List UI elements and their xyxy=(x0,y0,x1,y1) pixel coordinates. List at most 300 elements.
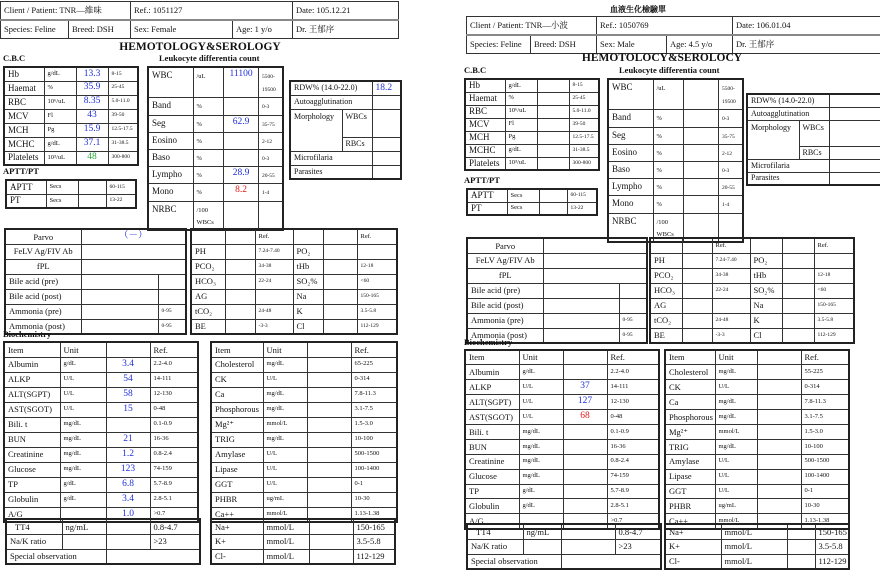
species: Species: Feline xyxy=(1,20,69,39)
bio-value xyxy=(307,417,351,432)
morphology-table xyxy=(289,80,402,180)
cbc-item: MCHC xyxy=(4,137,44,151)
gas-item: Na xyxy=(293,289,323,304)
cbc-unit: g/dL xyxy=(505,144,537,157)
gas-item: HCO₃ xyxy=(650,283,682,298)
aptt-row xyxy=(6,180,136,194)
gas-value xyxy=(682,328,712,343)
gas-item: AG xyxy=(650,298,682,313)
cbc-item: RBC xyxy=(4,95,44,109)
cbc-unit: % xyxy=(505,92,537,105)
gas-value xyxy=(323,304,357,319)
bio-item: Creatinine xyxy=(465,454,519,469)
bio-unit: mg/dL xyxy=(263,357,307,372)
extra-value xyxy=(787,539,815,554)
serology-item: Bile acid (post) xyxy=(467,298,543,313)
bio-header xyxy=(665,350,849,365)
gas-item: Cl xyxy=(293,319,323,334)
extra-value xyxy=(106,519,150,534)
extra-unit: mmol/L xyxy=(263,534,309,549)
bio-unit: U/L xyxy=(715,484,757,499)
extra-item: Na+ xyxy=(211,519,263,534)
bio-value xyxy=(757,469,801,484)
bio-unit: mmol/L xyxy=(715,424,757,439)
bio-value: 123 xyxy=(106,462,150,477)
bio-unit: mg/dL xyxy=(263,432,307,447)
serology-row xyxy=(467,313,647,328)
extra-value xyxy=(561,524,615,539)
rbcs-value xyxy=(372,137,401,151)
empty xyxy=(750,238,782,253)
empty xyxy=(225,229,255,244)
bio-value xyxy=(307,462,351,477)
extra-ref: >23 xyxy=(150,534,200,549)
leuko-unit xyxy=(653,110,684,127)
bio-value xyxy=(307,492,351,507)
cbc-item: Hb xyxy=(4,67,44,81)
bio-item: PHBR xyxy=(665,499,715,514)
bio-unit: U/L xyxy=(263,372,307,387)
bio-ref: 1.5-3.0 xyxy=(801,424,849,439)
bio-item: Albumin xyxy=(465,365,519,380)
bio-item: Lipase xyxy=(665,469,715,484)
bio-ref: 2.2-4.0 xyxy=(150,357,198,372)
cbc-row xyxy=(4,109,138,123)
leuko-row xyxy=(148,149,283,166)
cbc-ref: 5.0-11.0 xyxy=(569,105,599,118)
cbc-unit: 10⁶/uL xyxy=(505,105,537,118)
extra-value xyxy=(787,524,815,539)
extra-row xyxy=(6,534,200,549)
cbc-value xyxy=(537,118,569,131)
serology-item: fPL xyxy=(5,259,81,274)
gas-value xyxy=(782,328,814,343)
rbcs-label: RBCs xyxy=(799,146,829,159)
leuko-row xyxy=(608,110,743,127)
serology-value xyxy=(81,274,158,289)
leuko-item: NRBC xyxy=(148,201,193,230)
empty xyxy=(293,229,323,244)
serology-item: Bile acid (pre) xyxy=(467,283,543,298)
unit-text-2: WBCs xyxy=(656,230,674,238)
patient-header xyxy=(466,16,880,54)
gas-value xyxy=(682,283,712,298)
leuko-item: Lympho xyxy=(148,167,193,184)
bio-unit: U/L xyxy=(519,410,563,425)
leuko-ref xyxy=(718,196,743,213)
blood-gas-table xyxy=(190,228,398,335)
serology-ref xyxy=(619,283,647,298)
extra-item: Na+ xyxy=(665,524,721,539)
leuko-ref xyxy=(718,161,743,178)
morph-row xyxy=(747,120,880,146)
aptt-value xyxy=(539,202,567,215)
bio-item: Cholesterol xyxy=(665,365,715,380)
serology-value xyxy=(543,238,647,253)
cbc-row xyxy=(4,151,138,165)
bio-ref: 0-48 xyxy=(607,410,659,425)
bio-value xyxy=(563,365,607,380)
leuko-value: 28.9 xyxy=(224,167,259,184)
serology-row xyxy=(5,289,186,304)
leuko-item: Mono xyxy=(608,196,653,213)
leuko-value xyxy=(224,201,259,230)
extra-unit: ng/mL xyxy=(523,524,561,539)
cbc-value xyxy=(537,92,569,105)
bio-unit: U/L xyxy=(60,387,106,402)
bio-ref: 0.1-0.9 xyxy=(150,417,198,432)
header-row xyxy=(467,35,880,54)
bio-unit: mg/dL xyxy=(715,410,757,425)
cbc-item: Platelets xyxy=(465,157,505,170)
leuko-value xyxy=(224,132,259,149)
microfilaria-row xyxy=(290,151,401,165)
bio-value: 127 xyxy=(563,395,607,410)
aptt-unit: Secs xyxy=(46,180,78,194)
rbcs-label: RBCs xyxy=(342,137,372,151)
serology-row xyxy=(5,229,186,244)
leuko-unit xyxy=(193,115,224,132)
empty xyxy=(782,238,814,253)
gas-value xyxy=(225,304,255,319)
aptt-value xyxy=(539,189,567,202)
rdw-value xyxy=(829,94,880,107)
bio-value xyxy=(757,454,801,469)
rdw-label: RDW% (14.0-22.0) xyxy=(747,94,829,107)
cbc-value: 43 xyxy=(76,109,108,123)
ref-header: Ref. xyxy=(607,350,659,365)
leuko-ref xyxy=(718,144,743,161)
bio-unit: mg/dL xyxy=(715,365,757,380)
serology-value xyxy=(543,298,619,313)
bio-ref: 100-1400 xyxy=(801,469,849,484)
bio-ref: 500-1500 xyxy=(351,447,397,462)
cbc-row xyxy=(465,131,599,144)
bio-ref: 5.7-8.9 xyxy=(150,477,198,492)
unit-text: % xyxy=(656,166,662,174)
cbc-row xyxy=(465,79,599,92)
microfilaria-label: Microfilaria xyxy=(290,151,372,165)
bio-item: BUN xyxy=(4,432,60,447)
gas-value xyxy=(682,253,712,268)
serology-row xyxy=(5,259,186,274)
serology-row xyxy=(467,253,647,268)
bio-ref: 7.8-11.3 xyxy=(801,395,849,410)
bio-row xyxy=(465,454,659,469)
aptt-ref: 13-22 xyxy=(567,202,597,215)
bio-unit: U/L xyxy=(60,372,106,387)
bio-ref: 3.1-7.5 xyxy=(801,410,849,425)
leuko-unit xyxy=(193,201,224,230)
gas-value xyxy=(225,274,255,289)
doctor: Dr. 王郁序 xyxy=(293,20,399,39)
gas-value xyxy=(323,244,357,259)
bio-value: 6.8 xyxy=(106,477,150,492)
aptt-item: PT xyxy=(467,202,507,215)
bio-row xyxy=(465,484,659,499)
bio-value xyxy=(307,477,351,492)
species: Species: Feline xyxy=(467,35,531,54)
bio-row xyxy=(665,365,849,380)
bio-item: CK xyxy=(211,372,263,387)
wbcs-label: WBCs xyxy=(799,120,829,146)
leuko-item: Baso xyxy=(608,161,653,178)
extra-ref: >23 xyxy=(615,539,661,554)
unit-text: % xyxy=(656,132,662,140)
bio-row xyxy=(4,372,198,387)
blood-gas-row xyxy=(191,244,397,259)
cbc-unit: % xyxy=(44,81,76,95)
leuko-value xyxy=(684,79,719,110)
unit-header: Unit xyxy=(60,342,106,357)
gas-ref xyxy=(255,289,293,304)
cbc-item: MCV xyxy=(465,118,505,131)
extra-row xyxy=(467,539,661,554)
leuko-title: Leukocyte differentia count xyxy=(619,65,720,75)
bio-row xyxy=(465,499,659,514)
bio-row xyxy=(211,477,397,492)
bio-unit: mg/dL xyxy=(715,395,757,410)
gas-ref: 24-48 xyxy=(255,304,293,319)
bio-item: TRIG xyxy=(211,432,263,447)
cbc-ref: 12.5-17.5 xyxy=(569,131,599,144)
bio-value xyxy=(757,410,801,425)
bio-unit: U/L xyxy=(263,477,307,492)
bio-unit: g/dL xyxy=(519,484,563,499)
ref-header: Ref. xyxy=(255,229,293,244)
bio-unit: U/L xyxy=(60,402,106,417)
bio-row xyxy=(4,357,198,372)
cbc-ref: 31-38.5 xyxy=(108,137,138,151)
extra-ref: 0.8-4.7 xyxy=(615,524,661,539)
bio-row xyxy=(211,387,397,402)
gas-ref: 7.24-7.40 xyxy=(255,244,293,259)
cbc-row xyxy=(465,118,599,131)
unit-text: % xyxy=(656,184,662,192)
leuko-unit xyxy=(193,67,224,98)
bio-row xyxy=(211,372,397,387)
bio-row xyxy=(211,402,397,417)
item-header: Item xyxy=(665,350,715,365)
gas-item: tCO₂ xyxy=(650,313,682,328)
bio-item: Amylase xyxy=(665,454,715,469)
morph-row xyxy=(290,109,401,137)
bio-item: GGT xyxy=(665,484,715,499)
cbc-item: MCV xyxy=(4,109,44,123)
blood-gas-row xyxy=(650,283,854,298)
leuko-value xyxy=(684,179,719,196)
extra-unit: mmol/L xyxy=(263,549,309,564)
section-title: HEMOTOLOGY&SEROLOGY xyxy=(119,41,281,53)
bio-item: ALT(SGPT) xyxy=(4,387,60,402)
cbc-row xyxy=(4,67,138,81)
rdw-label: RDW% (14.0-22.0) xyxy=(290,81,372,95)
bio-unit: mmol/L xyxy=(263,507,307,522)
bio-row xyxy=(211,357,397,372)
blood-gas-header xyxy=(650,238,854,253)
serology-ref xyxy=(158,289,186,304)
aptt-item: PT xyxy=(6,194,46,208)
bio-ref: 12-130 xyxy=(607,395,659,410)
leuko-unit xyxy=(193,132,224,149)
bio-ref: 0.1-0.9 xyxy=(607,424,659,439)
bio-row xyxy=(465,365,659,380)
extra-value xyxy=(309,519,353,534)
value-header xyxy=(106,342,150,357)
sex: Sex: Female xyxy=(131,20,233,39)
bio-unit: g/dL xyxy=(60,492,106,507)
serology-row xyxy=(5,304,186,319)
blood-gas-row xyxy=(650,298,854,313)
blood-gas-row xyxy=(191,304,397,319)
cbc-value: 8.35 xyxy=(76,95,108,109)
section-title: HEMOTOLOCY&SEROLOCY xyxy=(581,52,743,64)
extra-row xyxy=(665,554,849,569)
blood-gas-row xyxy=(650,328,854,343)
bio-value xyxy=(757,484,801,499)
bio-ref: 1.13-1.38 xyxy=(801,514,849,529)
bio-unit: U/L xyxy=(519,380,563,395)
unit-header: Unit xyxy=(263,342,307,357)
extra-unit: mmol/L xyxy=(721,524,787,539)
serology-value xyxy=(81,259,186,274)
serology-table xyxy=(466,237,648,344)
bio-unit: ug/mL xyxy=(715,499,757,514)
extra-value xyxy=(309,549,353,564)
cbc-item: MCH xyxy=(465,131,505,144)
cbc-unit: Fl xyxy=(44,109,76,123)
blood-gas-table xyxy=(649,237,855,344)
unit-text: % xyxy=(656,149,662,157)
blood-gas-row xyxy=(650,253,854,268)
parasites-row xyxy=(747,172,880,185)
cbc-item: Platelets xyxy=(4,151,44,165)
gas-ref: 22-24 xyxy=(255,274,293,289)
bio-value xyxy=(307,432,351,447)
leuko-item: Seg xyxy=(608,127,653,144)
leuko-unit xyxy=(653,79,684,110)
bio-header xyxy=(4,342,198,357)
cbc-unit: Pg xyxy=(505,131,537,144)
extra-row xyxy=(6,549,200,564)
item-header: Item xyxy=(465,350,519,365)
leuko-table xyxy=(147,66,284,231)
item-header: Item xyxy=(211,342,263,357)
morphology-label: Morphology xyxy=(290,109,342,151)
cbc-item: MCHC xyxy=(465,144,505,157)
bio-row xyxy=(465,424,659,439)
leuko-row xyxy=(148,184,283,201)
bio-row xyxy=(665,499,849,514)
gas-value xyxy=(323,319,357,334)
autoagglutination-label: Autoagglutination xyxy=(747,107,829,120)
gas-item: tCO₂ xyxy=(191,304,225,319)
doctor: Dr. 王郁序 xyxy=(733,35,880,54)
bio-header xyxy=(211,342,397,357)
aptt-ref: 13-22 xyxy=(106,194,136,208)
gas-ref: 24-48 xyxy=(712,313,750,328)
thyroid-table xyxy=(466,523,662,570)
leuko-ref xyxy=(258,115,283,132)
bio-row xyxy=(4,387,198,402)
serology-value: （－） xyxy=(81,229,186,244)
bio-ref: 10-100 xyxy=(351,432,397,447)
serology-item: Ammonia (post) xyxy=(5,319,81,334)
serology-value xyxy=(81,289,158,304)
unit-text-2: WBCs xyxy=(196,218,214,226)
extra-value xyxy=(106,534,150,549)
bio-row xyxy=(665,469,849,484)
leuko-ref xyxy=(718,179,743,196)
cbc-row xyxy=(4,137,138,151)
extra-item: Cl- xyxy=(665,554,721,569)
ref-text: 20-55 xyxy=(261,173,275,180)
leuko-row xyxy=(608,144,743,161)
serology-row xyxy=(467,298,647,313)
leuko-item: Band xyxy=(608,110,653,127)
bio-value xyxy=(563,424,607,439)
bio-row xyxy=(665,424,849,439)
gas-item: PCO₂ xyxy=(650,268,682,283)
unit-text: % xyxy=(656,115,662,123)
cbc-value: 15.9 xyxy=(76,123,108,137)
leuko-value xyxy=(684,144,719,161)
extra-row xyxy=(467,554,661,569)
bio-row xyxy=(211,462,397,477)
extra-row xyxy=(211,519,395,534)
bio-item: GGT xyxy=(211,477,263,492)
extra-row xyxy=(211,534,395,549)
gas-item: Na xyxy=(750,298,782,313)
aptt-unit: Secs xyxy=(46,194,78,208)
bio-ref: 2.8-5.1 xyxy=(607,499,659,514)
leuko-unit xyxy=(653,196,684,213)
gas-item: K xyxy=(293,304,323,319)
leuko-row xyxy=(608,179,743,196)
wbcs-label: WBCs xyxy=(342,109,372,137)
bio-value xyxy=(307,357,351,372)
bio-unit: mg/dL xyxy=(60,462,106,477)
bio-row xyxy=(665,410,849,425)
gas-value xyxy=(225,244,255,259)
ref-header: Ref. xyxy=(357,229,397,244)
cbc-value xyxy=(537,144,569,157)
leuko-item: WBC xyxy=(148,67,193,98)
gas-value xyxy=(682,313,712,328)
aptt-table xyxy=(5,179,137,209)
cbc-ref: 25-45 xyxy=(569,92,599,105)
bio-value xyxy=(757,424,801,439)
microfilaria-label: Microfilaria xyxy=(747,159,829,172)
cbc-ref: 25-45 xyxy=(108,81,138,95)
bio-item: Glucose xyxy=(4,462,60,477)
header-row xyxy=(467,17,880,36)
leuko-value xyxy=(224,149,259,166)
leuko-ref xyxy=(258,98,283,115)
serology-value xyxy=(543,328,619,343)
gas-item: PH xyxy=(650,253,682,268)
cbc-ref: 8-15 xyxy=(108,67,138,81)
bio-header xyxy=(465,350,659,365)
extra-ref: 150-165 xyxy=(353,519,395,534)
bio-unit: mg/dL xyxy=(715,439,757,454)
extra-row xyxy=(665,539,849,554)
unit-text: /100 xyxy=(196,206,209,214)
bio-unit: mg/dL xyxy=(60,447,106,462)
bio-value xyxy=(563,484,607,499)
cbc-item: Hb xyxy=(465,79,505,92)
leuko-value xyxy=(684,127,719,144)
